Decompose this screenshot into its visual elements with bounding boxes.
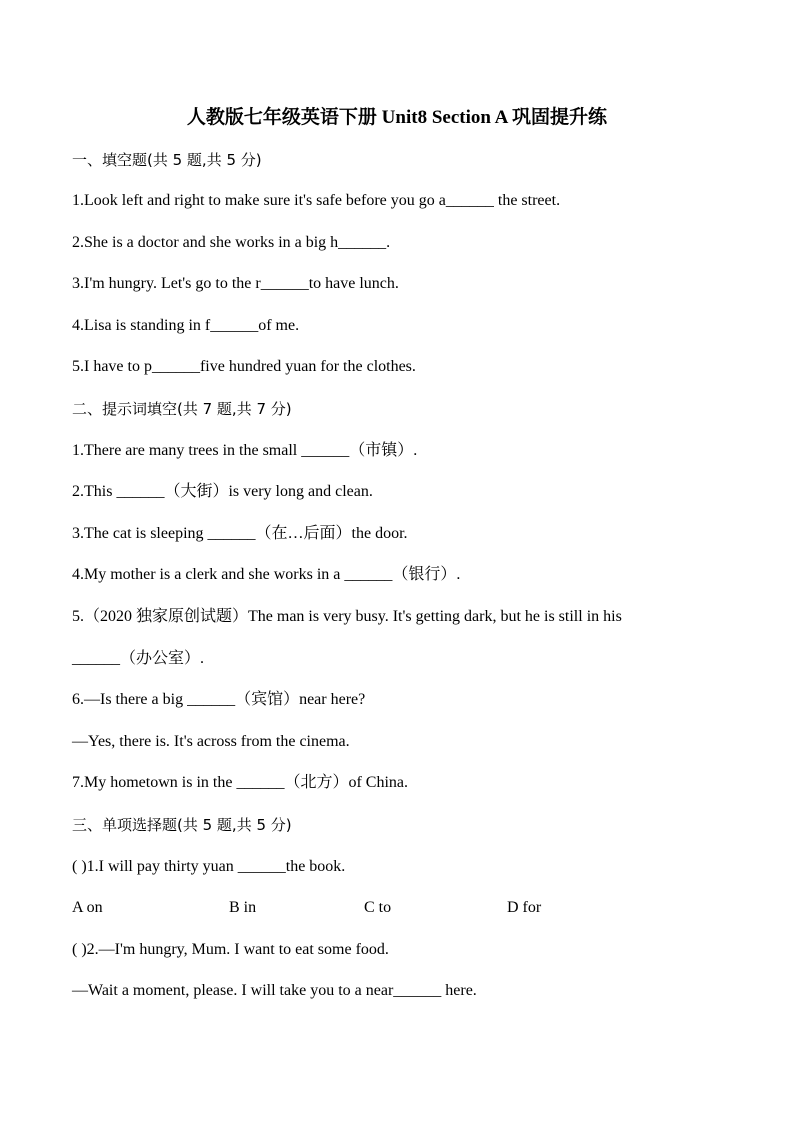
s2-question-5-cont: ______（办公室）.: [72, 650, 205, 667]
s3-question-1: ( )1.I will pay thirty yuan ______the book.: [72, 858, 346, 875]
s1-question-1: 1.Look left and right to make sure it's safe before you go a______ the street.: [72, 192, 561, 209]
s2-question-3: 3.The cat is sleeping ______（在…后面）the door.: [72, 525, 408, 542]
option-b: B in: [229, 899, 257, 916]
s1-question-2: 2.She is a doctor and she works in a big h______.: [72, 234, 391, 251]
s2-question-6-answer: —Yes, there is. It's across from the cinema.: [72, 733, 350, 750]
s2-question-6: 6.—Is there a big ______（宾馆）near here?: [72, 691, 366, 708]
s3-question-2: ( )2.—I'm hungry, Mum. I want to eat some food.: [72, 941, 389, 958]
s2-question-7: 7.My hometown is in the ______（北方）of China.: [72, 774, 408, 791]
s2-question-2: 2.This ______（大街）is very long and clean.: [72, 483, 373, 500]
option-a: A on: [72, 899, 103, 916]
s1-question-4: 4.Lisa is standing in f______of me.: [72, 317, 300, 334]
page-title: 人教版七年级英语下册 Unit8 Section A 巩固提升练: [186, 107, 608, 128]
s3-question-1-options: [72, 897, 672, 919]
option-c: C to: [364, 899, 392, 916]
section-3-heading: 三、单项选择题(共 5 题,共 5 分): [72, 816, 292, 834]
s1-question-3: 3.I'm hungry. Let's go to the r______to have lunch.: [72, 275, 399, 292]
s1-question-5: 5.I have to p______five hundred yuan for the clothes.: [72, 358, 416, 375]
option-d: D for: [507, 899, 542, 916]
s3-question-2-answer: —Wait a moment, please. I will take you to a near______ here.: [72, 982, 477, 999]
s2-question-4: 4.My mother is a clerk and she works in a ______（银行）.: [72, 566, 461, 583]
s2-question-1: 1.There are many trees in the small ______（市镇）.: [72, 442, 418, 459]
section-2-heading: 二、提示词填空(共 7 题,共 7 分): [72, 400, 292, 418]
s2-question-5: 5.（2020 独家原创试题）The man is very busy. It's getting dark, but he is still in his: [72, 608, 622, 625]
section-1-heading: 一、填空题(共 5 题,共 5 分): [72, 151, 262, 169]
